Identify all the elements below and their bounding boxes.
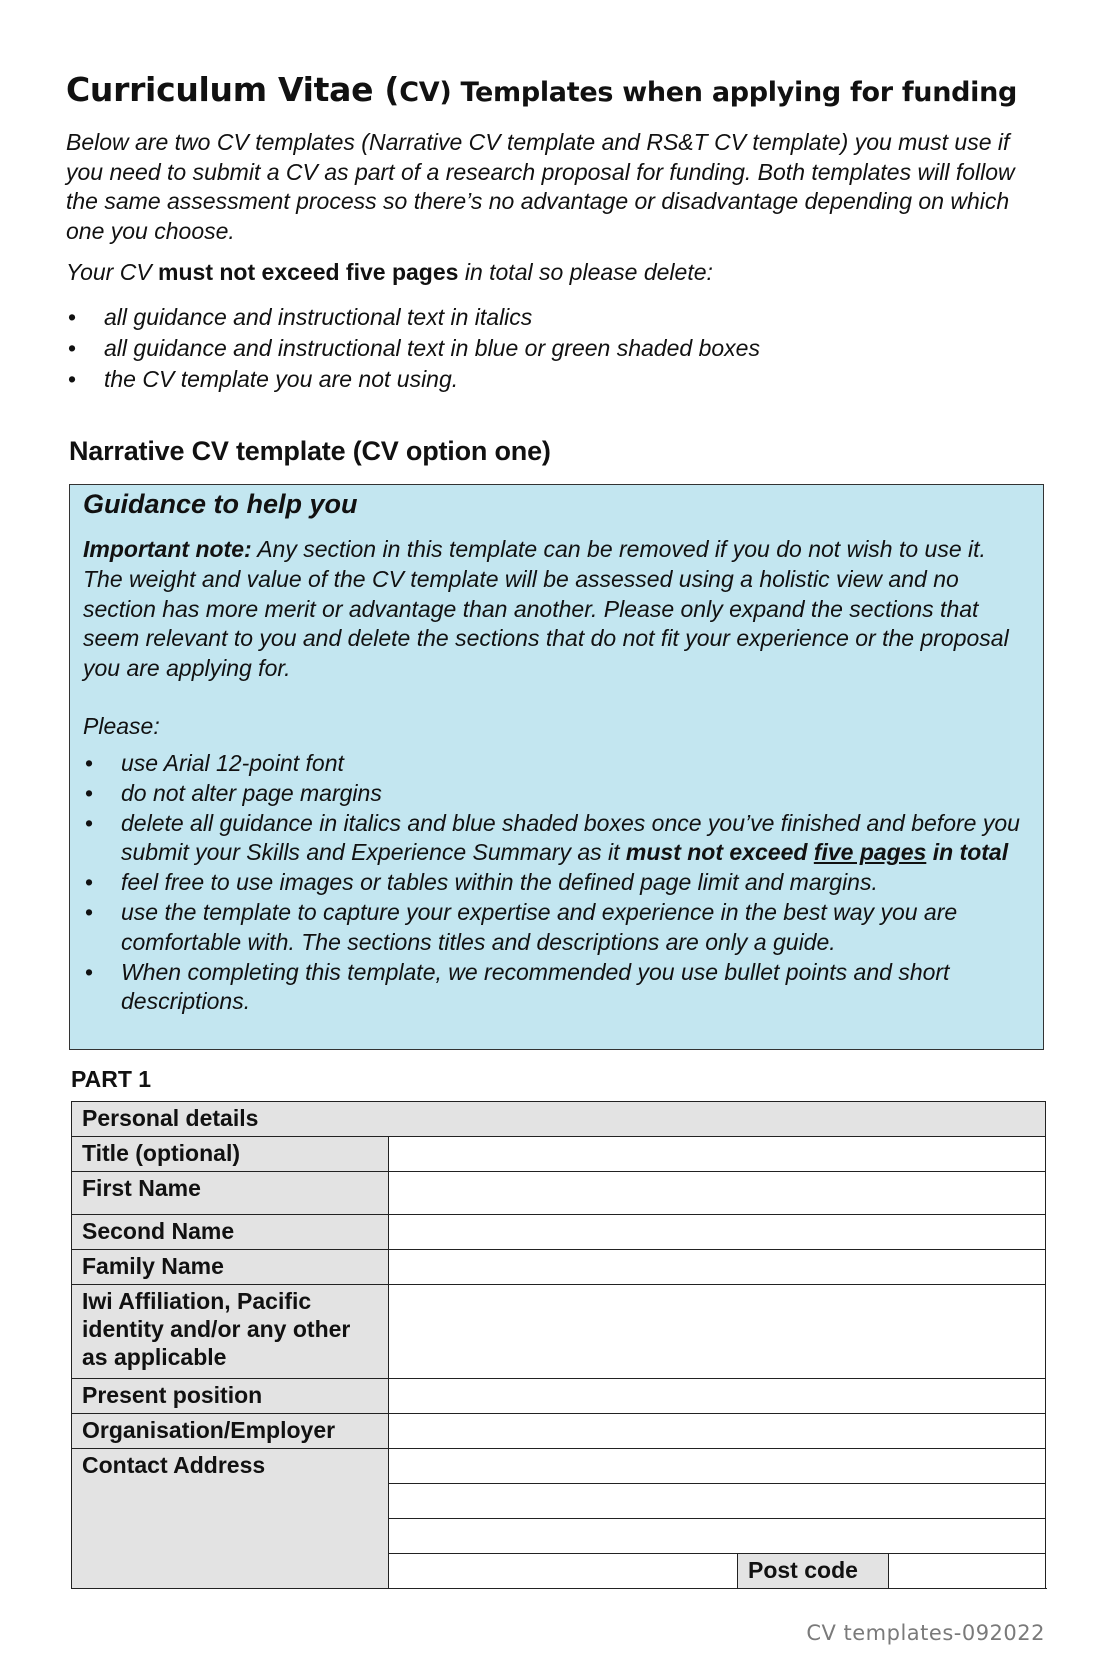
bullet-icon: • bbox=[68, 335, 77, 361]
note-text: Any section in this template can be removed if you do not wish to use it. The weight and value of the CV template will be assessed using a holistic view and no section has more merit or advantage than another. Please only expand the sections that seem relevant to you and delete the sections that do not fit your experience or the proposal you are applying for. bbox=[83, 536, 1009, 682]
list-item-text: all guidance and instructional text in italics bbox=[104, 304, 533, 330]
bullet-icon: • bbox=[85, 809, 94, 836]
table-row bbox=[72, 1102, 1046, 1137]
post-code-label: Post code bbox=[738, 1554, 889, 1589]
list-item-text: the CV template you are not using. bbox=[104, 366, 459, 392]
bullet-icon: • bbox=[85, 869, 94, 896]
bullet-icon: • bbox=[85, 750, 94, 776]
family-name-field[interactable] bbox=[389, 1250, 1046, 1285]
bullet-icon: • bbox=[85, 898, 94, 925]
list-item-text: delete all guidance in italics and blue shaded boxes once you’ve finished and before you submit your Skills and Experience Summary as it bbox=[121, 809, 1020, 866]
list-item bbox=[83, 749, 1028, 779]
title-abbr-text: CV bbox=[399, 77, 440, 108]
list-item-underline: five pages bbox=[813, 839, 927, 866]
list-item bbox=[83, 809, 1028, 869]
personal-details-header: Personal details bbox=[72, 1102, 1046, 1137]
list-item-text: feel free to use images or tables within the defined page limit and margins. bbox=[121, 869, 878, 896]
part-label: PART 1 bbox=[71, 1066, 152, 1092]
title-main-text: Curriculum Vitae ( bbox=[66, 70, 400, 109]
page-limit-sentence bbox=[66, 258, 1046, 287]
limit-before-text: Your CV bbox=[66, 259, 159, 285]
title-rest-text: ) Templates when applying for funding bbox=[439, 77, 1018, 108]
limit-after-text: in total so please delete: bbox=[458, 259, 713, 285]
important-note bbox=[83, 535, 1028, 684]
list-item-bold: must not exceed bbox=[625, 839, 808, 866]
first-name-field[interactable] bbox=[389, 1172, 1046, 1215]
list-item bbox=[66, 364, 1046, 395]
bullet-icon: • bbox=[85, 958, 94, 985]
table-row bbox=[72, 1285, 1046, 1379]
personal-details-table bbox=[71, 1101, 1046, 1589]
list-item-text: all guidance and instructional text in blue or green shaded boxes bbox=[104, 335, 760, 361]
guidance-heading: Guidance to help you bbox=[83, 489, 358, 519]
title-field[interactable] bbox=[389, 1137, 1046, 1172]
list-item-text: use the template to capture your expertise and experience in the best way you are comfortable with. The sections titles and descriptions are only a guide. bbox=[121, 898, 958, 955]
table-row bbox=[72, 1414, 1046, 1449]
document-title bbox=[66, 70, 1046, 109]
table-row bbox=[72, 1172, 1046, 1215]
address-line-4-field[interactable] bbox=[389, 1554, 738, 1589]
table-row bbox=[72, 1250, 1046, 1285]
delete-list bbox=[66, 302, 1046, 395]
table-row bbox=[72, 1379, 1046, 1414]
list-item-text: do not alter page margins bbox=[121, 779, 382, 806]
guidance-list bbox=[83, 749, 1028, 1017]
list-item-text: use Arial 12-point font bbox=[121, 750, 344, 776]
list-item bbox=[66, 302, 1046, 333]
please-label: Please: bbox=[83, 713, 160, 739]
family-name-label: Family Name bbox=[72, 1250, 389, 1285]
title-label: Title (optional) bbox=[72, 1137, 389, 1172]
second-name-field[interactable] bbox=[389, 1215, 1046, 1250]
section-title: Narrative CV template (CV option one) bbox=[69, 436, 551, 466]
address-line-1-field[interactable] bbox=[389, 1449, 1046, 1484]
contact-address-label: Contact Address bbox=[72, 1449, 389, 1589]
list-item-text: When completing this template, we recommended you use bullet points and short descriptions. bbox=[121, 958, 950, 1015]
second-name-label: Second Name bbox=[72, 1215, 389, 1250]
bullet-icon: • bbox=[85, 779, 94, 806]
list-item bbox=[83, 779, 1028, 809]
list-item-bold-tail: in total bbox=[926, 839, 1009, 866]
address-line-3-field[interactable] bbox=[389, 1519, 1046, 1554]
organisation-label: Organisation/Employer bbox=[72, 1414, 389, 1449]
limit-bold-text: must not exceed five pages bbox=[158, 259, 459, 285]
list-item bbox=[83, 958, 1028, 1018]
intro-paragraph: Below are two CV templates (Narrative CV template and RS&T CV template) you must use if you need to submit a CV as part of a research proposal for funding. Both templates will follow the same assessment process so there’s no advantage or disadvantage depending on which one you choose. bbox=[66, 129, 1015, 244]
table-row bbox=[72, 1137, 1046, 1172]
present-position-label: Present position bbox=[72, 1379, 389, 1414]
iwi-affiliation-field[interactable] bbox=[389, 1285, 1046, 1379]
table-row bbox=[72, 1215, 1046, 1250]
present-position-field[interactable] bbox=[389, 1379, 1046, 1414]
post-code-field[interactable] bbox=[889, 1554, 1046, 1589]
list-item bbox=[83, 898, 1028, 958]
address-line-2-field[interactable] bbox=[389, 1484, 1046, 1519]
organisation-field[interactable] bbox=[389, 1414, 1046, 1449]
iwi-affiliation-label: Iwi Affiliation, Pacific identity and/or any other as applicable bbox=[72, 1285, 389, 1379]
bullet-icon: • bbox=[68, 366, 77, 392]
first-name-label: First Name bbox=[72, 1172, 389, 1215]
bullet-icon: • bbox=[68, 304, 77, 330]
guidance-box bbox=[69, 484, 1044, 1050]
note-label: Important note: bbox=[83, 536, 252, 562]
table-row bbox=[72, 1449, 1046, 1484]
list-item bbox=[66, 333, 1046, 364]
list-item bbox=[83, 868, 1028, 898]
footer-doc-code: CV templates-092022 bbox=[806, 1621, 1045, 1645]
